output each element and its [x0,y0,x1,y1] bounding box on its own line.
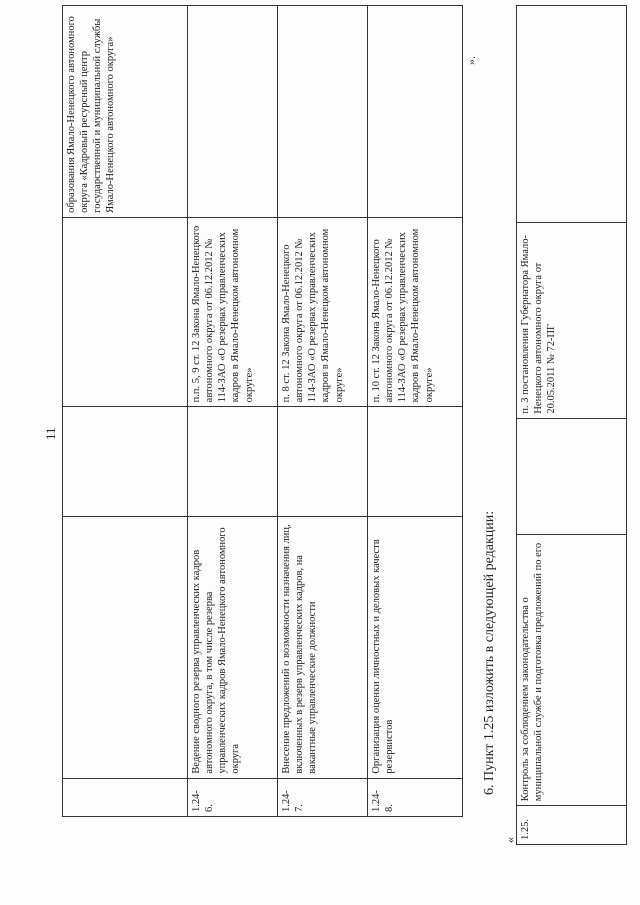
name-cell: Контроль за соблюдением законодательства о муниципальной службе и подготовка предложений по его [517,534,627,806]
basis-cell: п. 8 ст. 12 Закона Ямало-Ненецкого автономного округа от 06.12.2012 № 114-ЗАО «О резервах управленческих кадров в Ямало-Ненецком автономном округе» [278,217,368,406]
basis-cell [63,217,188,406]
empty-cell [188,407,278,517]
executor-cell [368,6,463,218]
executor-cell: образования Ямало-Ненецкого автономного округа «Кадровый ресурсный центр государственной и муниципальной службы Ямало-Ненецкого автономного округа» [63,6,188,218]
num-cell: 1.24-6. [188,778,278,816]
num-cell: 1.24-8. [368,778,463,816]
table-row [517,6,627,845]
empty-cell [278,407,368,517]
name-cell: Ведение сводного резерва управленческих кадров автономного округа, в том числе резерва управленческих кадров Ямало-Ненецкого автономного округа [188,517,278,778]
amendment-instruction: 6. Пункт 1.25 изложить в следующей редакции: [482,510,497,795]
name-cell: Внесение предложений о возможности назначения лиц, включенных в резерв управленческих кадров, на вакантные управленческие должности [278,517,368,778]
executor-cell [517,6,627,223]
functions-table [62,5,463,817]
closing-quote: ». [464,56,478,65]
page-number: 11 [43,427,58,440]
executor-cell [278,6,368,218]
num-cell: 1.25. [517,806,627,845]
executor-cell [188,6,278,218]
table-row [188,6,278,817]
name-cell: Организация оценки личностных и деловых качеств резервистов [368,517,463,778]
empty-cell [368,407,463,517]
new-item-table [516,5,627,845]
name-cell [63,517,188,778]
empty-cell [517,418,627,534]
table-row [368,6,463,817]
basis-cell: п.п. 5, 9 ст. 12 Закона Ямало-Ненецкого автономного округа от 06.12.2012 № 114-ЗАО «О резервах управленческих кадров в Ямало-Ненецком автономном округе» [188,217,278,406]
empty-cell [63,407,188,517]
num-cell [63,778,188,816]
num-cell: 1.24-7. [278,778,368,816]
basis-cell: п. 10 ст. 12 Закона Ямало-Ненецкого автономного округа от 06.12.2012 № 114-ЗАО «О резервах управленческих кадров в Ямало-Ненецком автономном округе» [368,217,463,406]
opening-quote: « [503,837,517,843]
table-row [278,6,368,817]
basis-cell: п. 3 постановления Губернатора Ямало-Ненецкого автономного округа от 20.05.2011 № 72-ПГ [517,223,627,419]
table-row [63,6,188,817]
